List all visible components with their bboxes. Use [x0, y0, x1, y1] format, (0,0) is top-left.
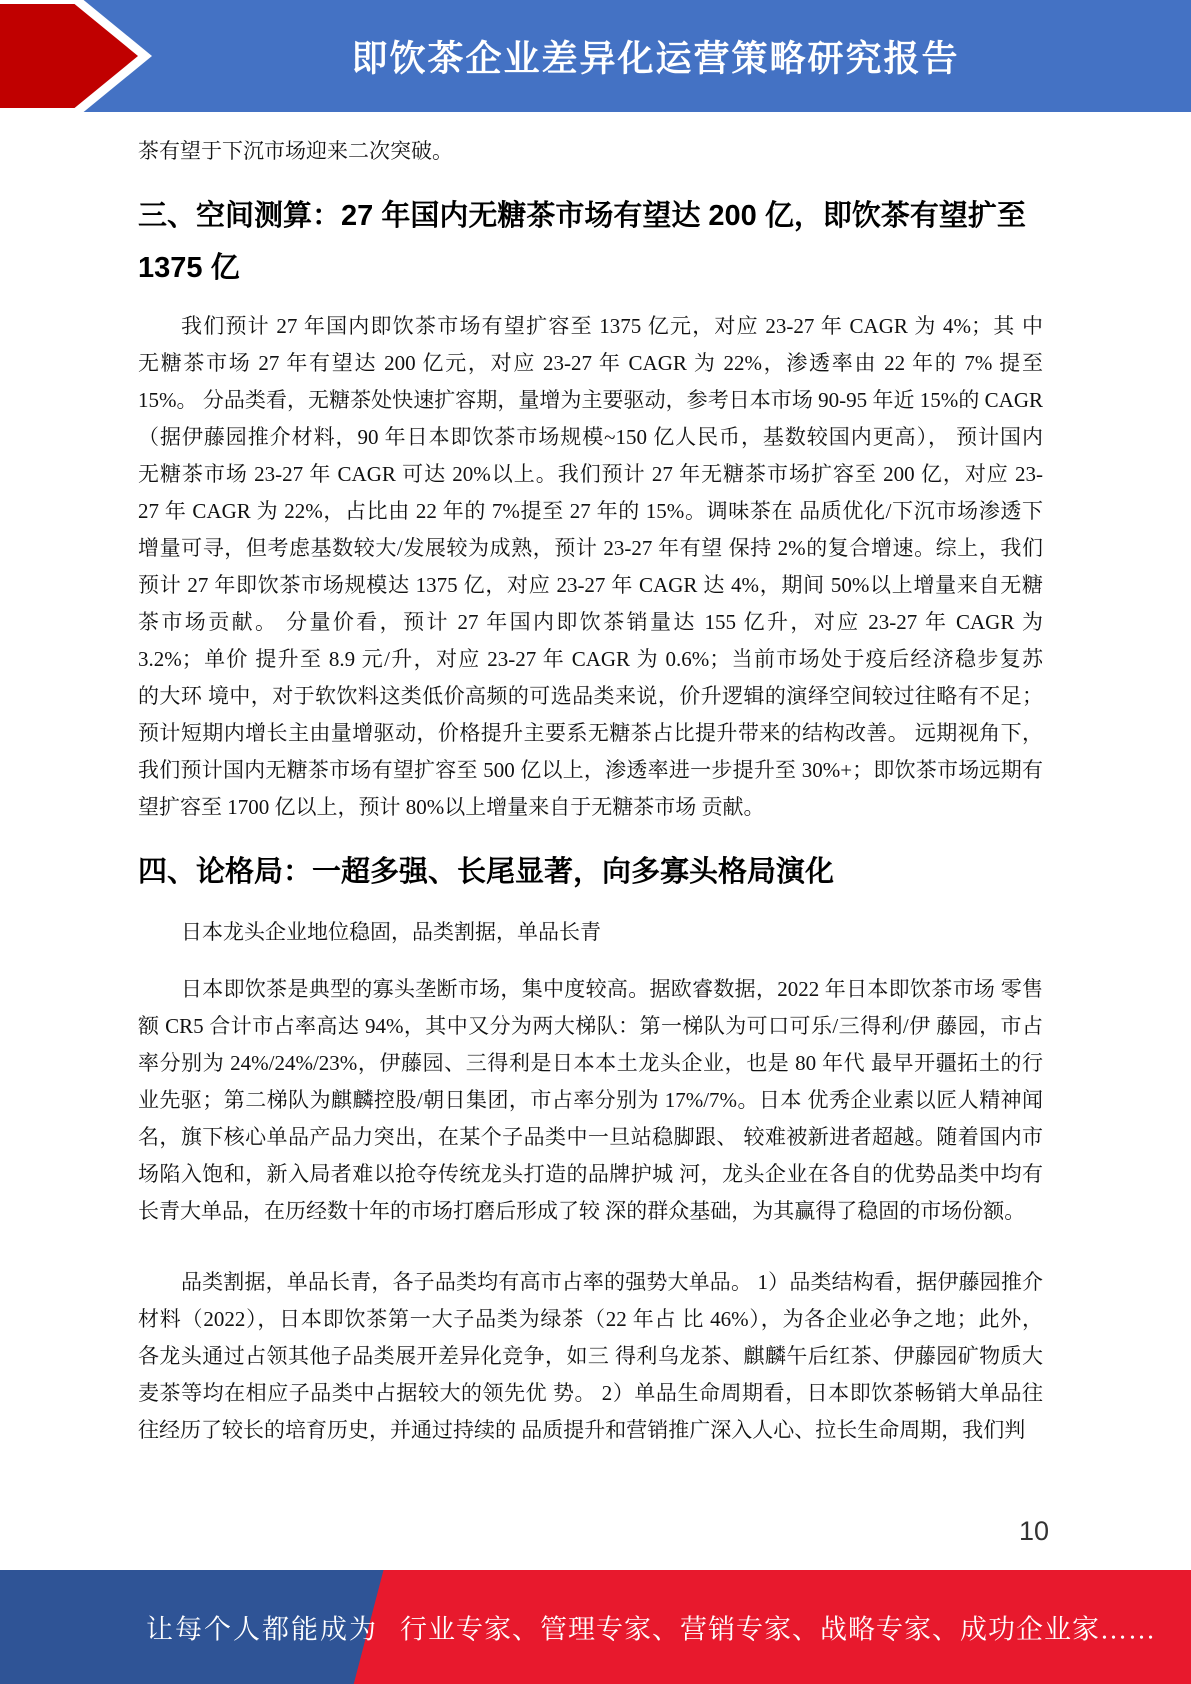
paragraph-line: 我们预计国内无糖茶市场有望扩容至 500 亿以上，渗透率进一步提升至 30%+；即饮茶市场远期有 [138, 758, 1043, 782]
paragraph-line: 的大环 境中，对于软饮料这类低价高频的可选品类来说，价升逻辑的演绎空间较过往略有不足； [138, 684, 1043, 708]
paragraph-line: 往经历了较长的培育历史，并通过持续的 品质提升和营销推广深入人心、拉长生命周期，我们判 [138, 1418, 1026, 1442]
section-4-heading [138, 846, 1043, 898]
paragraph-line: 无糖茶市场 27 年有望达 200 亿元，对应 23-27 年 CAGR 为 22%，渗透率由 22 年的 7% 提至 [138, 351, 1043, 375]
footer-slogan-right: 行业专家、管理专家、营销专家、战略专家、成功企业家…… [400, 1614, 1156, 1645]
paragraph-line: 预计 27 年即饮茶市场规模达 1375 亿，对应 23-27 年 CAGR 达 4%，期间 50%以上增量来自无糖 [138, 573, 1043, 597]
paragraph-line: 名，旗下核心单品产品力突出，在某个子品类中一旦站稳脚跟、 较难被新进者超越。随着国内市 [138, 1125, 1043, 1149]
intro-line: 茶有望于下沉市场迎来二次突破。 [138, 139, 453, 163]
heading-line: 四、论格局：一超多强、长尾显著，向多寡头格局演化 [138, 856, 835, 888]
report-header [0, 0, 1191, 112]
section-4-subheading: 日本龙头企业地位稳固，品类割据，单品长青 [181, 920, 601, 944]
paragraph-line: 望扩容至 1700 亿以上，预计 80%以上增量来自于无糖茶市场 贡献。 [138, 795, 765, 819]
section-3 [138, 190, 1043, 826]
page-number: 10 [1018, 1516, 1049, 1546]
paragraph-line: 预计短期内增长主由量增驱动，价格提升主要系无糖茶占比提升带来的结构改善。 远期视角下， [138, 721, 1043, 745]
paragraph [138, 1264, 1043, 1449]
paragraph-line: 日本即饮茶是典型的寡头垄断市场，集中度较高。据欧睿数据，2022 年日本即饮茶市场 零售 [181, 977, 1043, 1001]
paragraph-line: 茶市场贡献。 分量价看，预计 27 年国内即饮茶销量达 155 亿升，对应 23-27 年 CAGR 为 [138, 610, 1043, 634]
heading-line: 三、空间测算：27 年国内无糖茶市场有望达 200 亿，即饮茶有望扩至 [138, 200, 1026, 232]
paragraph-line: 增量可寻，但考虑基数较大/发展较为成熟，预计 23-27 年有望 保持 2%的复合增速。综上，我们 [138, 536, 1043, 560]
paragraph-line: 场陷入饱和，新入局者难以抢夺传统龙头打造的品牌护城 河，龙头企业在各自的优势品类中均有 [138, 1162, 1043, 1186]
paragraph-line: 27 年 CAGR 为 22%，占比由 22 年的 7%提至 27 年的 15%。调味茶在 品质优化/下沉市场渗透下 [138, 499, 1043, 523]
document-body [138, 112, 1043, 1449]
sections [138, 190, 1043, 1449]
paragraph-line: 额 CR5 合计市占率高达 94%，其中又分为两大梯队：第一梯队为可口可乐/三得利/伊 藤园，市占 [138, 1014, 1043, 1038]
paragraph-line: 率分别为 24%/24%/23%，伊藤园、三得利是日本本土龙头企业，也是 80 年代 最早开疆拓土的行 [138, 1051, 1043, 1075]
section-3-heading [138, 190, 1043, 294]
heading-line: 1375 亿 [138, 252, 240, 284]
footer-slogan-left: 让每个人都能成为 [146, 1614, 378, 1645]
paragraph-line: 3.2%；单价 提升至 8.9 元/升，对应 23-27 年 CAGR 为 0.6%；当前市场处于疫后经济稳步复苏 [138, 647, 1043, 671]
paragraph-line: 各龙头通过占领其他子品类展开差异化竞争，如三 得利乌龙茶、麒麟午后红茶、伊藤园矿物质大 [138, 1344, 1043, 1368]
paragraph [138, 308, 1043, 826]
paragraph-line: 长青大单品，在历经数十年的市场打磨后形成了较 深的群众基础，为其赢得了稳固的市场份额。 [138, 1199, 1026, 1223]
paragraph-line: 业先驱；第二梯队为麒麟控股/朝日集团，市占率分别为 17%/7%。日本 优秀企业素以匠人精神闻 [138, 1088, 1043, 1112]
paragraph-line: （据伊藤园推介材料，90 年日本即饮茶市场规模~150 亿人民币，基数较国内更高）， 预计国内 [138, 425, 1043, 449]
paragraph-line: 材料（2022），日本即饮茶第一大子品类为绿茶（22 年占 比 46%），为各企业必争之地；此外， [138, 1307, 1043, 1331]
paragraph-line: 麦茶等均在相应子品类中占据较大的领先优 势。 2）单品生命周期看，日本即饮茶畅销大单品往 [138, 1381, 1043, 1405]
header-arrow-icon [0, 4, 138, 108]
paragraph [138, 971, 1043, 1230]
report-title: 即饮茶企业差异化运营策略研究报告 [351, 37, 960, 79]
page-footer [0, 1570, 1191, 1684]
paragraph-line: 品类割据，单品长青，各子品类均有高市占率的强势大单品。 1）品类结构看，据伊藤园推介 [181, 1270, 1043, 1294]
paragraph-line: 我们预计 27 年国内即饮茶市场有望扩容至 1375 亿元，对应 23-27 年 CAGR 为 4%；其 中 [181, 314, 1043, 338]
paragraph-line: 15%。 分品类看，无糖茶处快速扩容期，量增为主要驱动，参考日本市场 90-95 年近 15%的 CAGR [138, 388, 1043, 412]
paragraph-line: 无糖茶市场 23-27 年 CAGR 可达 20%以上。我们预计 27 年无糖茶市场扩容至 200 亿，对应 23- [138, 462, 1043, 486]
section-4 [138, 846, 1043, 1449]
